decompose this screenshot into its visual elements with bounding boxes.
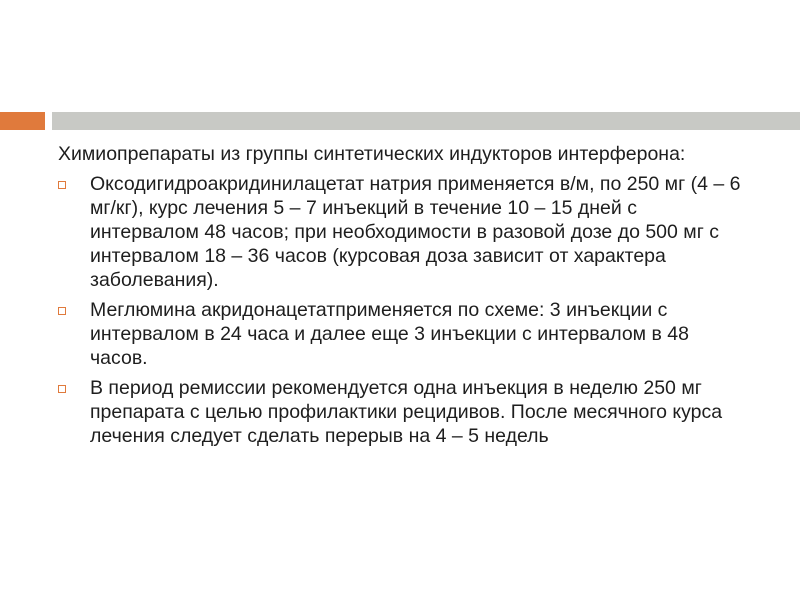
bullet-list [58, 172, 748, 448]
bullet-text: Оксодигидроакридинилацетат натрия применяется в/м, по 250 мг (4 – 6 мг/кг), курс лечения 5 – 7 инъекций в течение 10 – 15 дней с интервалом 48 часов; при необходимости в разовой дозе до 500 мг с интервалом 18 – 36 часов (курсовая доза зависит от характера заболевания). [90, 173, 741, 291]
square-bullet-icon [58, 385, 66, 393]
bullet-text: Меглюмина акридонацетатприменяется по схеме: 3 инъекции с интервалом в 24 часа и далее еще 3 инъекции с интервалом в 48 часов. [90, 299, 689, 369]
square-bullet-icon [58, 307, 66, 315]
bullet-item [58, 298, 748, 370]
bullet-item [58, 172, 748, 292]
square-bullet-icon [58, 181, 66, 189]
bullet-text: В период ремиссии рекомендуется одна инъекция в неделю 250 мг препарата с целью профилактики рецидивов. После месячного курса лечения следует сделать перерыв на 4 – 5 недель [90, 377, 723, 447]
accent-block [0, 112, 45, 130]
intro-text: Химиопрепараты из группы синтетических индукторов интерферона: [58, 143, 686, 165]
slide-content [58, 142, 748, 454]
header-rule [52, 112, 800, 130]
bullet-item [58, 376, 748, 448]
